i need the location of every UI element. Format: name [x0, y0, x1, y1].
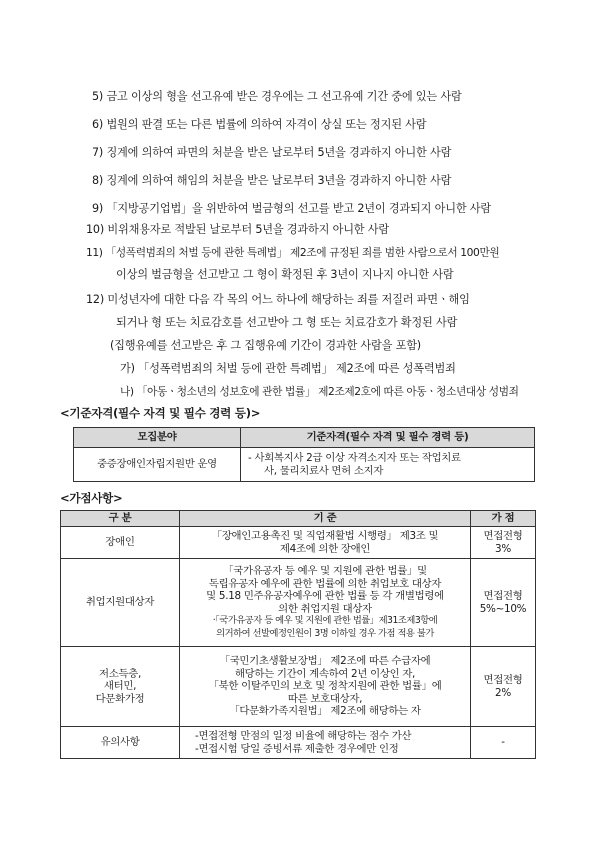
- criteria-line: 독립유공자 예우에 관한 법률에 의한 취업보호 대상자: [208, 577, 442, 590]
- criteria-line: -면접전형 만점의 일정 비율에 해당하는 점수 가산: [195, 730, 412, 742]
- disqualification-item-12-a: 가) 「성폭력범죄의 처벌 등에 관한 특례법」 제2조에 따른 성폭력범죄: [120, 362, 456, 375]
- criteria-line: -면접시험 당일 증빙서류 제출한 경우에만 인정: [195, 742, 399, 755]
- category-line: 다문화가정: [95, 692, 145, 705]
- points-line: 면접전형: [483, 674, 523, 686]
- bonus-criteria-cell: [180, 647, 471, 727]
- category-line: 새터민,: [103, 680, 137, 693]
- bonus-category-cell: [61, 647, 180, 727]
- disqualification-item-10: 10) 비위채용자로 적발된 날로부터 5년을 경과하지 아니한 사람: [86, 223, 389, 236]
- bonus-points-cell: -: [471, 727, 536, 759]
- disqualification-item-5: 5) 금고 이상의 형을 선고유예 받은 경우에는 그 선고유예 기간 중에 있는 사람: [92, 90, 462, 103]
- bonus-points-cell: [471, 559, 536, 647]
- criteria-line: 「북한 이탈주민의 보호 및 정착지원에 관한 법률」에: [208, 680, 442, 693]
- disqualification-item-12-cont: 되거나 형 또는 치료감호를 선고받아 그 형 또는 치료감호가 확정된 사람: [116, 316, 458, 329]
- points-line: 면접전형: [483, 590, 523, 602]
- points-line: 5%~10%: [479, 602, 527, 615]
- disqualification-item-7: 7) 징계에 의하여 파면의 처분을 받은 날로부터 5년을 경과하지 아니한 사람: [92, 146, 452, 159]
- table-row: [61, 559, 536, 647]
- bonus-points-cell: [471, 647, 536, 727]
- criteria-requirement-line: 사, 물리치료사 면허 소지자: [264, 464, 384, 477]
- criteria-line: 및 5.18 민주유공자예우에 관한 법률 등 각 개별법령에: [206, 590, 444, 602]
- criteria-line: 제4조에 의한 장애인: [279, 542, 371, 555]
- criteria-line: 의거하여 선발예정인원이 3명 이하일 경우 가점 적용 불가: [216, 627, 434, 639]
- disqualification-item-6: 6) 법원의 판결 또는 다른 법률에 의하여 자격이 상실 또는 정지된 사람: [92, 118, 427, 131]
- disqualification-item-12-b: 나) 「아동ㆍ청소년의 성보호에 관한 법률」 제2조제2호에 따른 아동ㆍ청소년대상 성범죄: [120, 385, 519, 398]
- bonus-header-criteria: 기 준: [180, 511, 471, 527]
- category-line: 저소득층,: [99, 667, 141, 680]
- bonus-points-cell: [471, 527, 536, 559]
- disqualification-item-11: 11) 「성폭력범죄의 처벌 등에 관한 특례법」 제2조에 규정된 죄를 범한 사람으로서 100만원: [86, 246, 500, 259]
- bonus-criteria-cell: [180, 727, 471, 759]
- criteria-requirement-line: - 사회복지사 2급 이상 자격소지자 또는 작업치료: [248, 452, 461, 464]
- criteria-line: ·「국가유공자 등 예우 및 지원에 관한 법률」제31조제3항에: [212, 615, 438, 626]
- criteria-line: 「국민기초생활보장법」 제2조에 따른 수급자에: [219, 655, 431, 668]
- criteria-header-requirement: 기준자격(필수 자격 및 필수 경력 등): [241, 428, 535, 448]
- disqualification-item-12-note: (집행유예를 선고받은 후 그 집행유예 기간이 경과한 사람을 포함): [110, 339, 421, 352]
- criteria-line: 「국가유공자 등 예우 및 지원에 관한 법률」및: [223, 565, 427, 577]
- bonus-header-category: 구 분: [61, 511, 180, 527]
- disqualification-item-11-cont: 이상의 벌금형을 선고받고 그 형이 확정된 후 3년이 지나지 아니한 사람: [116, 268, 454, 281]
- points-line: 3%: [495, 542, 511, 555]
- criteria-field-cell: 중증장애인자립지원반 운영: [74, 448, 241, 482]
- bonus-category-cell: 취업지원대상자: [61, 559, 180, 647]
- criteria-line: 「다문화가족지원법」 제2조에 해당하는 자: [229, 705, 421, 718]
- bonus-table: [60, 510, 536, 759]
- bonus-criteria-cell: [180, 559, 471, 647]
- criteria-header-field: 모집분야: [74, 428, 241, 448]
- bonus-criteria-cell: [180, 527, 471, 559]
- bonus-heading: <가점사항>: [60, 491, 123, 505]
- table-row: [61, 727, 536, 759]
- table-row: [61, 647, 536, 727]
- bonus-category-cell: 장애인: [61, 527, 180, 559]
- criteria-line: 따른 보호대상자,: [287, 692, 363, 705]
- criteria-requirement-cell: [241, 448, 535, 482]
- points-line: 2%: [495, 686, 511, 699]
- disqualification-item-12: 12) 미성년자에 대한 다음 각 목의 어느 하나에 해당하는 죄를 저질러 파면ㆍ해임: [86, 293, 470, 306]
- bonus-category-cell: 유의사항: [61, 727, 180, 759]
- criteria-table: [73, 427, 535, 482]
- disqualification-item-9: 9) 「지방공기업법」을 위반하여 벌금형의 선고를 받고 2년이 경과되지 아니한 사람: [92, 202, 492, 215]
- disqualification-item-8: 8) 징계에 의하여 해임의 처분을 받은 날로부터 3년을 경과하지 아니한 사람: [92, 174, 452, 187]
- criteria-line: 해당하는 기간이 계속하여 2년 이상인 자,: [234, 667, 416, 680]
- criteria-heading: <기준자격(필수 자격 및 필수 경력 등)>: [60, 406, 261, 420]
- criteria-line: 의한 취업지원 대상자: [278, 602, 372, 615]
- points-line: 면접전형: [483, 530, 523, 542]
- bonus-header-points: 가 점: [471, 511, 536, 527]
- criteria-line: 「장애인고용촉진 및 직업재활법 시행령」 제3조 및: [211, 530, 439, 542]
- table-row: [61, 527, 536, 559]
